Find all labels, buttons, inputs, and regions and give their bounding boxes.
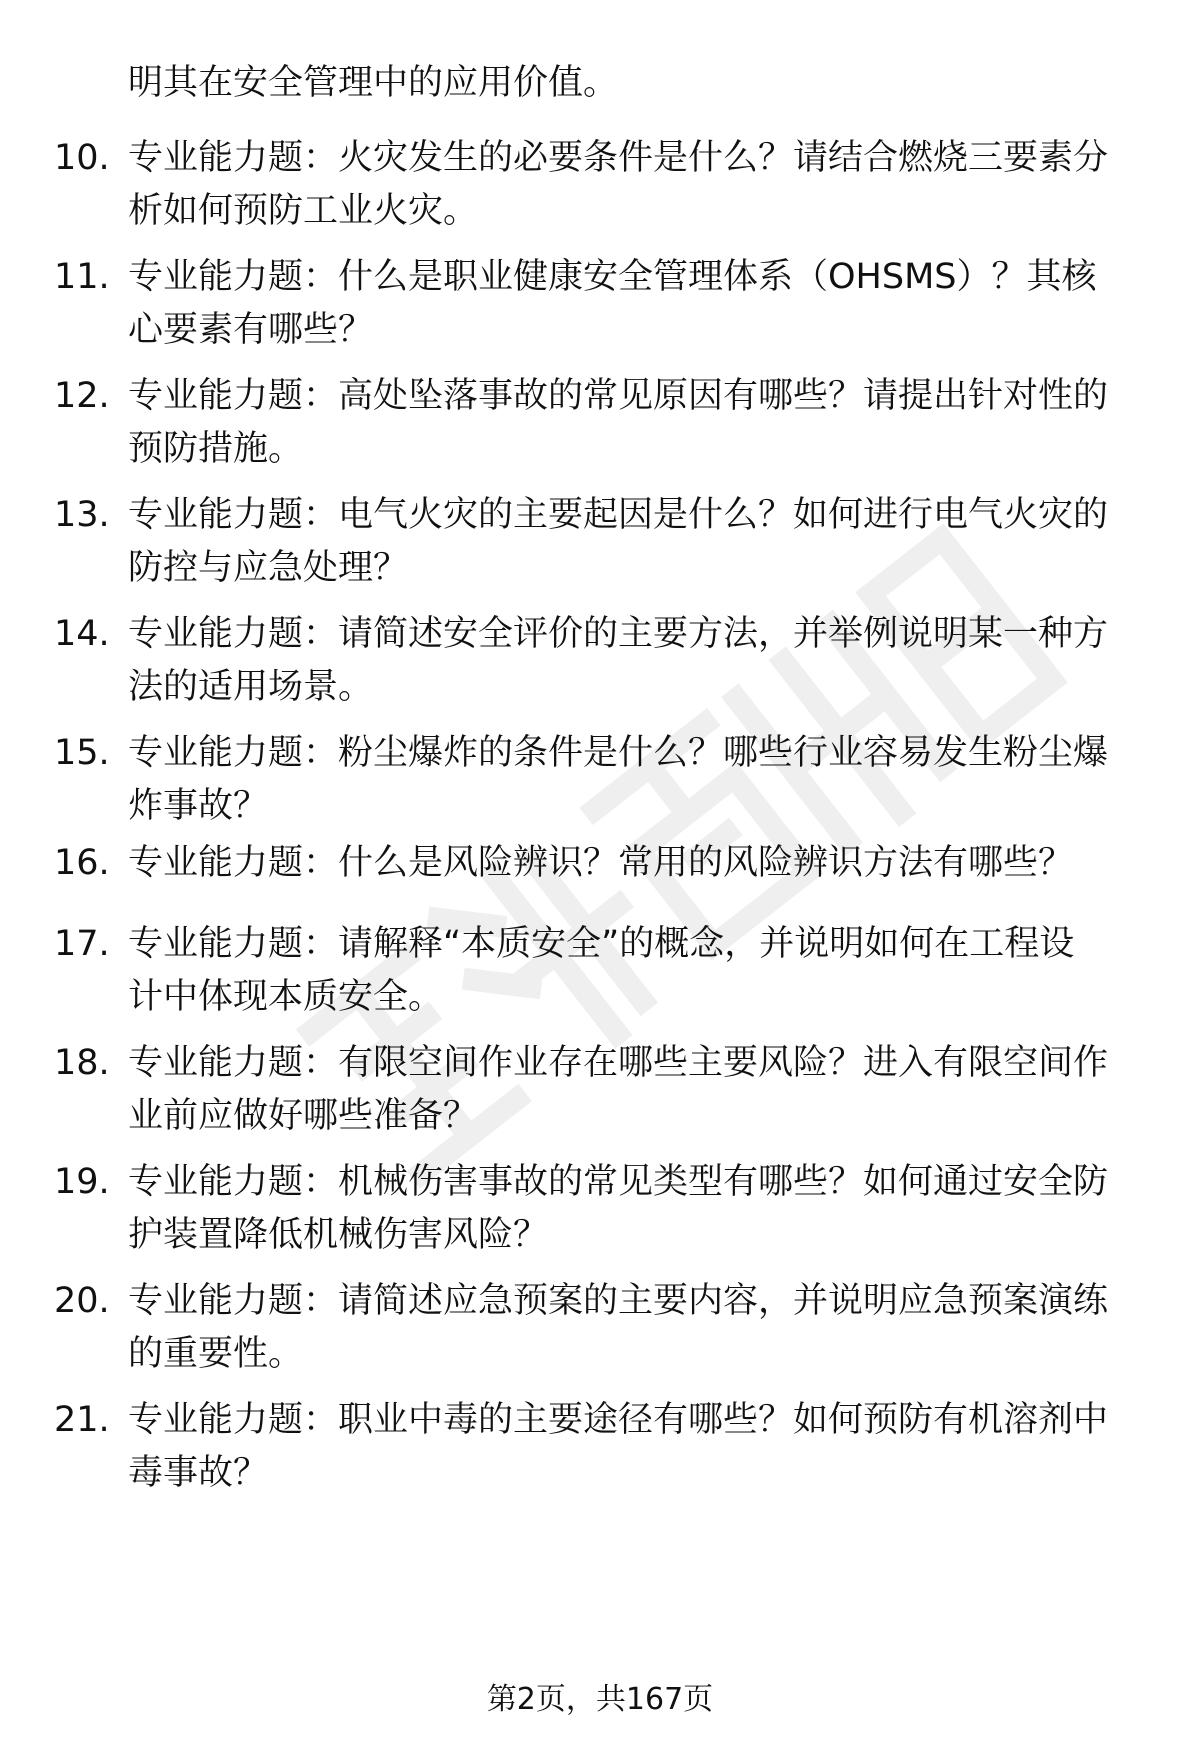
question-text-line-2: 计中体现本质安全。 (128, 977, 444, 1017)
question-text-line-1: 专业能力题：请简述应急预案的主要内容，并说明应急预案演练 (128, 1281, 1109, 1321)
question-text-line-2: 护装置降低机械伤害风险？ (128, 1215, 549, 1255)
question-text-line-1: 专业能力题：火灾发生的必要条件是什么？请结合燃烧三要素分 (128, 138, 1109, 178)
question-text-line-1: 专业能力题：有限空间作业存在哪些主要风险？进入有限空间作 (128, 1043, 1109, 1083)
question-number: 21. (54, 1400, 110, 1440)
question-text-line-2: 毒事故？ (128, 1453, 269, 1493)
question-number: 18. (54, 1043, 110, 1083)
question-text-line-1: 专业能力题：什么是职业健康安全管理体系（OHSMS）？其核 (128, 257, 1097, 297)
question-text-line-1: 专业能力题：电气火灾的主要起因是什么？如何进行电气火灾的 (128, 495, 1109, 535)
question-text-line-1: 专业能力题：粉尘爆炸的条件是什么？哪些行业容易发生粉尘爆 (128, 733, 1109, 773)
question-number: 15. (54, 733, 110, 773)
question-number: 20. (54, 1281, 110, 1321)
question-number: 16. (54, 843, 110, 883)
question-number: 14. (54, 614, 110, 654)
question-number: 17. (54, 924, 110, 964)
question-text-line-2: 预防措施。 (128, 429, 304, 469)
question-text-line-1: 专业能力题：职业中毒的主要途径有哪些？如何预防有机溶剂中 (128, 1400, 1109, 1440)
question-number: 12. (54, 376, 110, 416)
question-text-line-1: 专业能力题：请解释“本质安全”的概念，并说明如何在工程设 (128, 924, 1075, 964)
page-footer: 第2页，共167页 (486, 1682, 714, 1717)
question-text-line-2: 法的适用场景。 (128, 667, 374, 707)
question-text-line-2: 业前应做好哪些准备？ (128, 1096, 479, 1136)
question-text-line-1: 专业能力题：机械伤害事故的常见类型有哪些？如何通过安全防 (128, 1162, 1109, 1202)
question-number: 13. (54, 495, 110, 535)
question-text-line-2: 的重要性。 (128, 1334, 304, 1374)
question-text-line-2: 心要素有哪些？ (128, 310, 374, 350)
question-number: 11. (54, 257, 110, 297)
question-text-line-1: 专业能力题：什么是风险辨识？常用的风险辨识方法有哪些？ (128, 843, 1074, 883)
question-text-line-2: 析如何预防工业火灾。 (128, 191, 479, 231)
question-text-line-1: 专业能力题：高处坠落事故的常见原因有哪些？请提出针对性的 (128, 376, 1109, 416)
question-number: 19. (54, 1162, 110, 1202)
continuation-text: 明其在安全管理中的应用价值。 (128, 63, 619, 103)
question-text-line-2: 炸事故？ (128, 786, 269, 826)
question-number: 10. (54, 138, 110, 178)
question-text-line-2: 防控与应急处理？ (128, 548, 409, 588)
question-text-line-1: 专业能力题：请简述安全评价的主要方法，并举例说明某一种方 (128, 614, 1109, 654)
